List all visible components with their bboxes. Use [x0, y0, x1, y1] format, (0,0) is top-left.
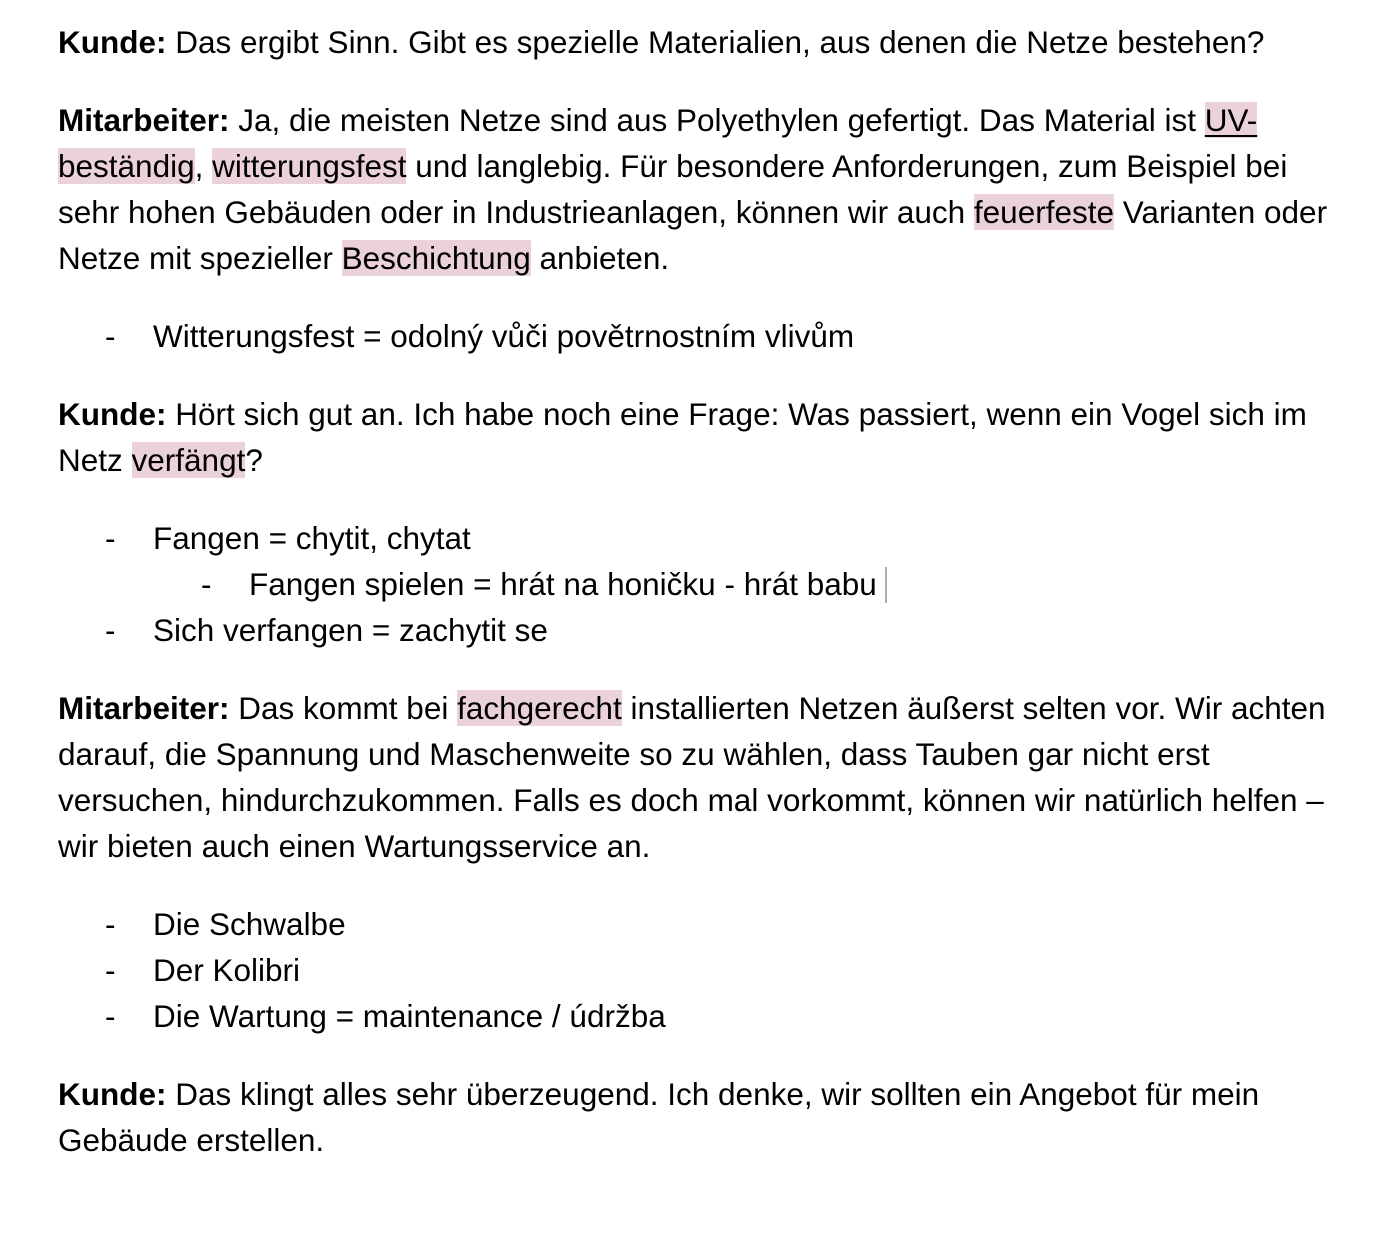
bullet-dash: - — [201, 566, 212, 602]
vocabulary-list-2 — [58, 515, 1328, 653]
highlighted-word-feuerfeste: feuerfeste — [973, 194, 1114, 230]
list-item-text: Die Wartung = maintenance / údržba — [153, 998, 666, 1034]
list-item — [58, 993, 1328, 1039]
dialogue-paragraph-kunde-3 — [58, 1071, 1328, 1163]
list-item-text: Fangen spielen = hrát na honičku - hrát babu — [249, 566, 877, 602]
vocabulary-list-3 — [58, 901, 1328, 1039]
paragraph-text: Das klingt alles sehr überzeugend. Ich denke, wir sollten ein Angebot für mein Gebäude erstellen. — [58, 1076, 1260, 1158]
paragraph-text: , — [194, 148, 213, 184]
paragraph-text: Varianten oder Netze mit spezieller — [58, 194, 1328, 276]
list-item — [58, 607, 1328, 653]
bullet-dash: - — [105, 998, 116, 1034]
highlighted-word-fachgerecht: fachgerecht — [457, 690, 622, 726]
list-item — [58, 947, 1328, 993]
dialogue-paragraph-mitarbeiter-2 — [58, 685, 1328, 869]
speaker-label: Kunde: — [58, 396, 167, 432]
highlighted-word-verfaengt: verfängt — [131, 442, 246, 478]
bullet-dash: - — [105, 952, 116, 988]
paragraph-text: installierten Netzen äußerst selten vor. Wir achten darauf, die Spannung und Maschenweite so zu wählen, dass Tauben gar nicht erst versuchen, hindurchzukommen. Falls es doch mal vorkommt, können wir natürlich helfen – wir bieten auch einen Wartungsservice an. — [58, 690, 1326, 864]
bullet-dash: - — [105, 612, 116, 648]
underlined-text: UV- — [1204, 102, 1258, 138]
paragraph-text: Hört sich gut an. Ich habe noch eine Frage: Was passiert, wenn ein Vogel sich im Netz — [58, 396, 1307, 478]
bullet-dash: - — [105, 520, 116, 556]
text-cursor — [885, 567, 887, 603]
speaker-label: Mitarbeiter: — [58, 690, 230, 726]
list-item-text: Fangen = chytit, chytat — [153, 520, 471, 556]
vocabulary-list-1 — [58, 313, 1328, 359]
highlighted-word-beschichtung: Beschichtung — [341, 240, 531, 276]
dialogue-paragraph-kunde-1 — [58, 19, 1328, 65]
bullet-dash: - — [105, 318, 116, 354]
highlighted-text: beständig — [58, 148, 195, 184]
paragraph-text: Das ergibt Sinn. Gibt es spezielle Materialien, aus denen die Netze bestehen? — [166, 24, 1265, 60]
list-item — [58, 515, 1328, 561]
document-body[interactable] — [58, 19, 1328, 1195]
highlighted-word-witterungsfest: witterungsfest — [212, 148, 407, 184]
list-item — [58, 901, 1328, 947]
paragraph-text: Das kommt bei — [229, 690, 458, 726]
list-item — [58, 313, 1328, 359]
dialogue-paragraph-mitarbeiter-1 — [58, 97, 1328, 281]
list-item-text: Der Kolibri — [153, 952, 301, 988]
paragraph-text: und langlebig. Für besondere Anforderungen, zum Beispiel bei sehr hohen Gebäuden oder in Industrieanlagen, können wir auch — [58, 148, 1288, 230]
paragraph-text: anbieten. — [530, 240, 670, 276]
dialogue-paragraph-kunde-2 — [58, 391, 1328, 483]
speaker-label: Mitarbeiter: — [58, 102, 230, 138]
speaker-label: Kunde: — [58, 24, 167, 60]
list-item-text: Witterungsfest = odolný vůči povětrnostním vlivům — [153, 318, 855, 354]
list-item-nested — [58, 561, 1328, 607]
speaker-label: Kunde: — [58, 1076, 167, 1112]
bullet-dash: - — [105, 906, 116, 942]
paragraph-text: ? — [245, 442, 263, 478]
list-item-text: Die Schwalbe — [153, 906, 346, 942]
paragraph-text: Ja, die meisten Netze sind aus Polyethylen gefertigt. Das Material ist — [229, 102, 1205, 138]
list-item-text: Sich verfangen = zachytit se — [153, 612, 548, 648]
